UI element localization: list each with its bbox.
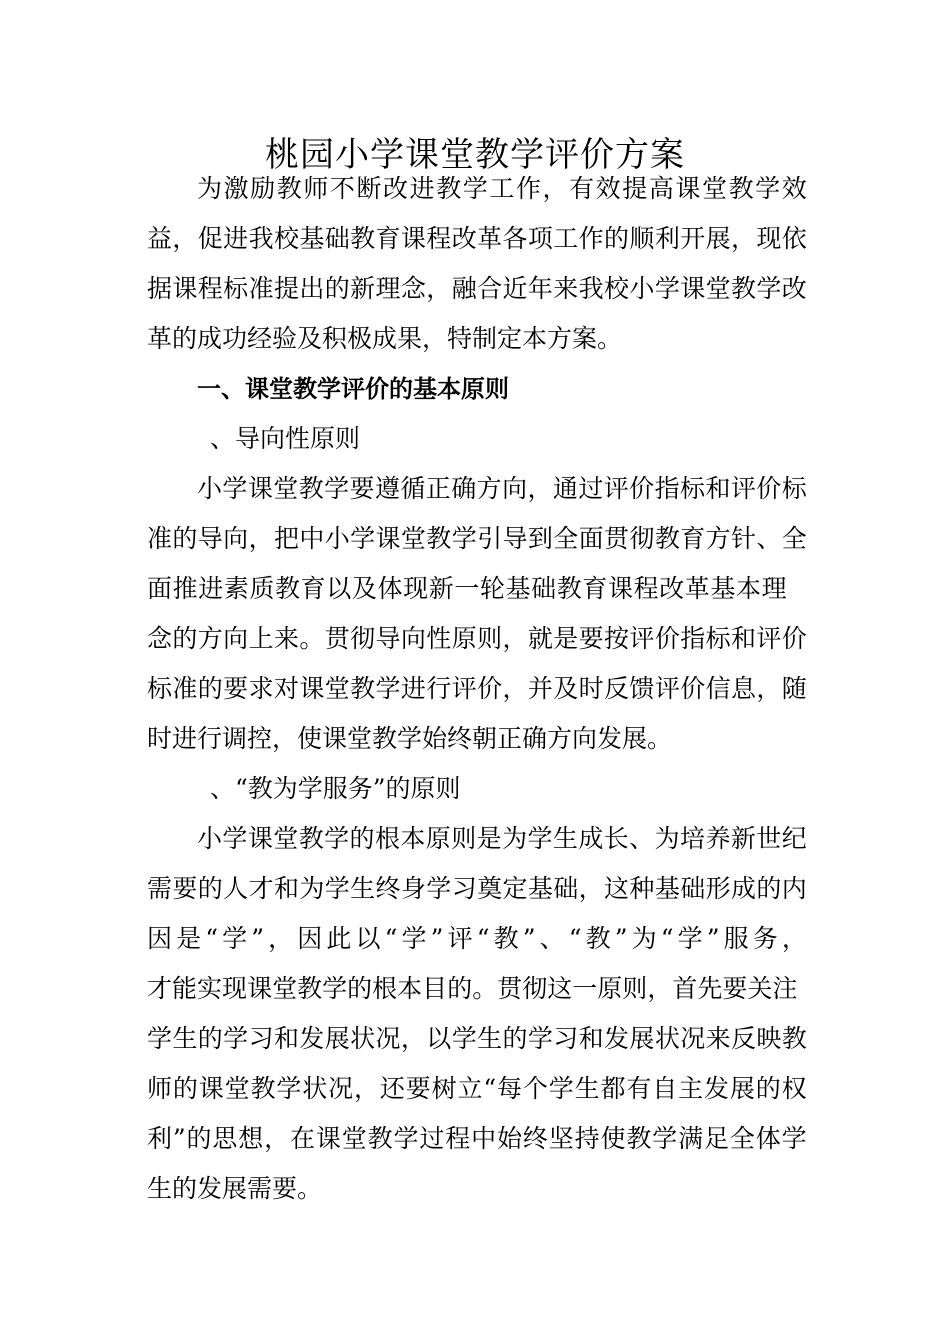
paragraph-line: 需 要 的 人 才 和 为 学 生 终 身 学 习 奠 定 基 础 ， 这 种 基 础 形 成 的 内 [147, 874, 807, 903]
subsection-heading: 、导向性原则 [210, 424, 361, 453]
paragraph-line: 面 推 进 素 质 教 育 以 及 体 现 新 一 轮 基 础 教 育 课 程 改 革 基 本 理 [147, 574, 787, 603]
paragraph-line: 益 ， 促 进 我 校 基 础 教 育 课 程 改 革 各 项 工 作 的 顺 利 开 展 ， 现 依 [147, 224, 807, 253]
paragraph-line: 时进行调控，使课堂教学始终朝正确方向发展。 [147, 724, 673, 753]
paragraph-line: 准 的 导 向 ， 把 中 小 学 课 堂 教 学 引 导 到 全 面 贯 彻 教 育 方 针 、 全 [147, 524, 807, 553]
paragraph-line: 小 学 课 堂 教 学 要 遵 循 正 确 方 向 ， 通 过 评 价 指 标 和 评 价 标 [197, 474, 807, 503]
paragraph-line: 师 的 课 堂 教 学 状 况 ， 还 要 树 立 “ 每 个 学 生 都 有 自 主 发 展 的 权 [147, 1074, 807, 1103]
paragraph-line: 据 课 程 标 准 提 出 的 新 理 念 ， 融 合 近 年 来 我 校 小 学 课 堂 教 学 改 [147, 274, 807, 303]
paragraph-line: 标 准 的 要 求 对 课 堂 教 学 进 行 评 价 ， 并 及 时 反 馈 评 价 信 息 ， 随 [147, 674, 807, 703]
page-title: 桃园小学课堂教学评价方案 [265, 134, 685, 175]
paragraph-line: 念 的 方 向 上 来 。 贯 彻 导 向 性 原 则 ， 就 是 要 按 评 价 指 标 和 评 价 [147, 624, 807, 653]
paragraph-line: 革的成功经验及积极成果，特制定本方案。 [147, 324, 623, 353]
section-heading: 一、课堂教学评价的基本原则 [197, 375, 509, 403]
paragraph-line: 为 激 励 教 师 不 断 改 进 教 学 工 作 ， 有 效 提 高 课 堂 教 学 效 [197, 174, 807, 203]
paragraph-line: 学 生 的 学 习 和 发 展 状 况 ， 以 学 生 的 学 习 和 发 展 状 况 来 反 映 教 [147, 1024, 807, 1053]
paragraph-line: 利 ” 的 思 想 ， 在 课 堂 教 学 过 程 中 始 终 坚 持 使 教 学 满 足 全 体 学 [147, 1124, 807, 1153]
subsection-heading: 、“教为学服务”的原则 [210, 774, 461, 803]
paragraph-line: 才 能 实 现 课 堂 教 学 的 根 本 目 的 。 贯 彻 这 一 原 则 ， 首 先 要 关 注 [147, 974, 798, 1003]
paragraph-line: 因 是 “ 学 ” ， 因 此 以 “ 学 ” 评 “ 教 ” 、 “ 教 ” 为 “ 学 ” 服 务 ， [147, 924, 807, 953]
paragraph-line: 生的发展需要。 [147, 1174, 323, 1203]
paragraph-line: 小 学 课 堂 教 学 的 根 本 原 则 是 为 学 生 成 长 、 为 培 养 新 世 纪 [197, 824, 807, 853]
